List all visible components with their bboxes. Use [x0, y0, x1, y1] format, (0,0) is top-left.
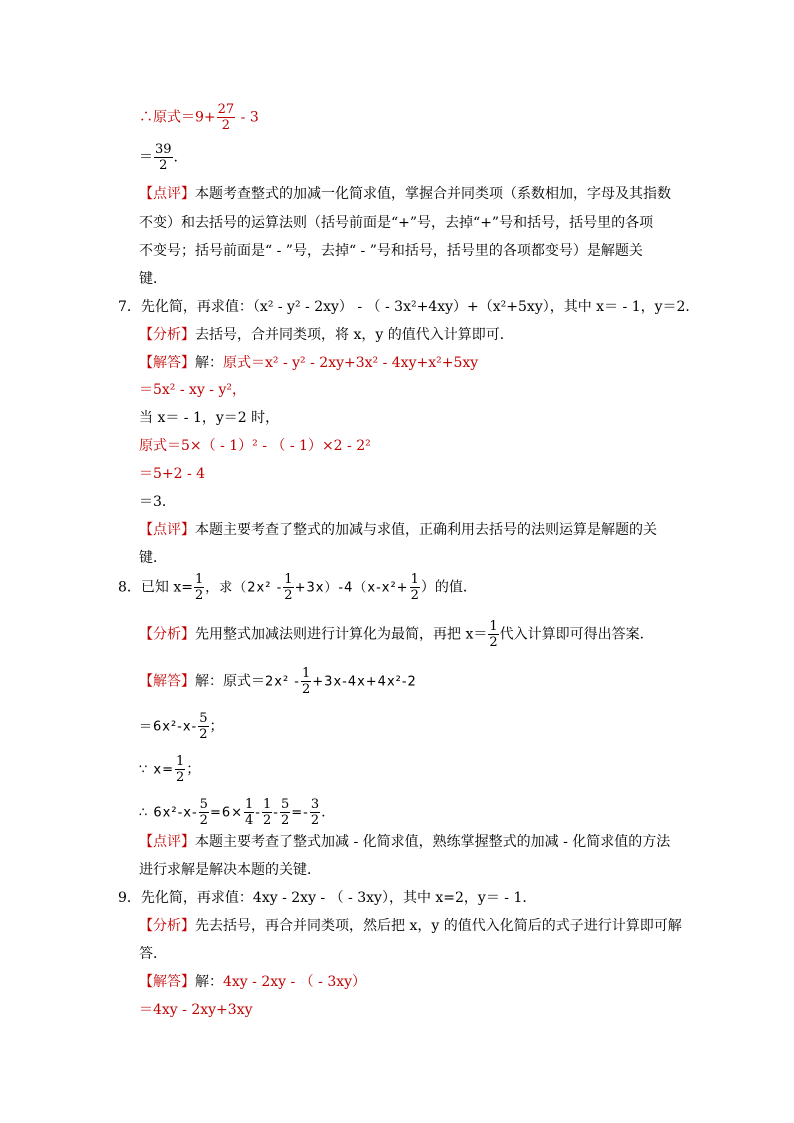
s6-comment-line-3: 不变号；括号前面是“ - ”号，去掉“ - ”号和括号，括号里的各项都变号）是解题关: [139, 243, 643, 259]
p8-comment-line-2: 进行求解是解决本题的关键．: [139, 862, 321, 878]
fraction: $\frac{1}{2}$: [262, 797, 272, 828]
fraction: $\frac{39}{2}$: [155, 142, 172, 173]
p9-question: 9．先化简，再求值：4xy - 2xy - （ - 3xy），其中 x=2，y＝ - 1．: [118, 890, 537, 906]
p7-answer-line-3: 当 x＝ - 1，y＝2 时，: [139, 410, 280, 426]
p8-answer-line-3: ∵ x= $\frac{1}{2}$ ；: [139, 754, 201, 785]
s6-l1-a: ∴原式＝9+: [139, 109, 216, 126]
p8-answer-line-2: ＝6x²-x- $\frac{5}{2}$ ；: [139, 711, 224, 742]
fraction: $\frac{5}{2}$: [199, 711, 208, 742]
p9-analysis-line-2: 答．: [139, 946, 167, 962]
fraction: $\frac{5}{2}$: [199, 797, 208, 828]
fraction: $\frac{3}{2}$: [310, 797, 320, 828]
fraction: $\frac{27}{2}$: [217, 102, 235, 133]
p7-comment-line-2: 键．: [139, 550, 167, 566]
p7-answer-line-2: ＝5x² - xy - y²，: [139, 382, 247, 398]
p8-answer-line-1: 【解答】解：原式＝2x² - $\frac{1}{2}$ +3x-4x+4x²-2: [139, 666, 417, 697]
p7-comment-line-1: 【点评】本题主要考查了整式的加减与求值，正确利用去括号的法则运算是解题的关: [139, 522, 657, 538]
p8-question: 8．已知 x= $\frac{1}{2}$ ，求（2x² - $\frac{1}{2}$ +3x）-4（x-x²+ $\frac{1}{2}$ ）的值．: [118, 572, 477, 603]
p9-analysis-line-1: 【分析】先去括号，再合并同类项，然后把 x，y 的值代入化简后的式子进行计算即可解: [139, 918, 682, 934]
fraction: $\frac{1}{2}$: [176, 754, 185, 785]
s6-comment-line-2: 不变）和去括号的运算法则（括号前面是“+”号，去掉“+”号和括号，括号里的各项: [139, 215, 654, 231]
fraction: $\frac{1}{2}$: [302, 666, 311, 697]
s6-comment-line-4: 键．: [139, 271, 167, 287]
s6-result-line-1: ∴原式＝9+ $\frac{27}{2}$ - 3: [139, 102, 259, 133]
p7-analysis: 【分析】去括号，合并同类项，将 x，y 的值代入计算即可．: [139, 327, 514, 343]
p7-question: 7．先化简，再求值：（x² - y² - 2xy） - （ - 3x²+4xy）+（x²+5xy），其中 x＝ - 1，y＝2．: [118, 299, 700, 315]
fraction: $\frac{1}{2}$: [410, 572, 419, 603]
fraction: $\frac{1}{2}$: [195, 572, 204, 603]
fraction: $\frac{1}{2}$: [489, 619, 498, 650]
s6-result-line-2: ＝ $\frac{39}{2}$ .: [139, 142, 178, 173]
s6-comment-line-1: 【点评】本题考查整式的加减一化简求值，掌握合并同类项（系数相加，字母及其指数: [139, 186, 671, 202]
p7-answer-line-6: ＝3．: [139, 494, 176, 510]
fraction: $\frac{1}{2}$: [284, 572, 293, 603]
p8-comment-line-1: 【点评】本题主要考查了整式加减 - 化简求值，熟练掌握整式的加减 - 化简求值的方法: [139, 834, 671, 850]
p9-answer-line-2: ＝4xy - 2xy+3xy: [139, 1002, 253, 1018]
p7-answer-line-5: ＝5+2 - 4: [139, 466, 206, 482]
p9-answer-line-1: 【解答】解：4xy - 2xy - （ - 3xy）: [139, 974, 367, 990]
p7-answer-line-4: 原式＝5×（ - 1）² - （ - 1）×2 - 2²: [139, 438, 371, 454]
fraction: $\frac{5}{2}$: [280, 797, 290, 828]
fraction: $\frac{1}{4}$: [245, 797, 254, 828]
p8-answer-line-4: ∴ 6x²-x- $\frac{5}{2}$ =6× $\frac{1}{4}$ - $\frac{1}{2}$ - $\frac{5}{2}$ =- $\frac{3}{2}$ .: [139, 797, 326, 828]
p7-answer-line-1: 【解答】解：原式＝x² - y² - 2xy+3x² - 4xy+x²+5xy: [139, 355, 479, 371]
p8-analysis: 【分析】先用整式加减法则进行计算化为最简，再把 x＝ $\frac{1}{2}$ 代入计算即可得出答案．: [139, 619, 654, 650]
